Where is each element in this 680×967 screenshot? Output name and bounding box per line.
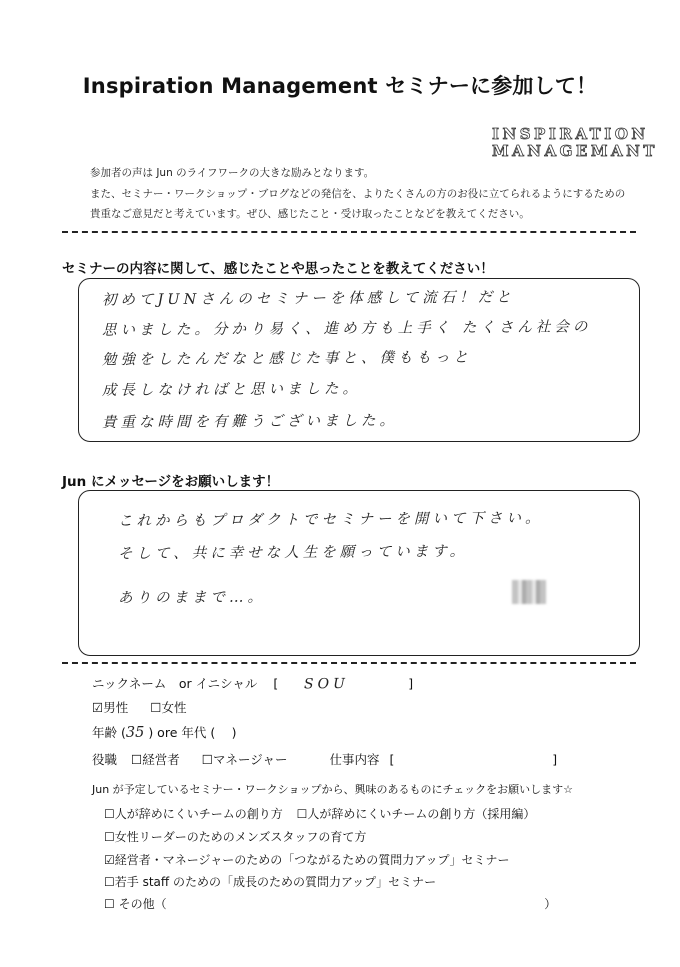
manager-label: マネージャー [212,752,288,767]
seminar-checkbox[interactable]: ☐ [104,830,115,844]
seminar-checkbox[interactable]: ☐ [296,807,308,821]
divider [62,231,636,233]
seminar-label: 人が辞めにくいチームの創り方（採用編） [307,807,536,821]
manager-checkbox[interactable]: ☐ [201,752,213,767]
logo-line-2: MANAGEMANT [492,142,658,160]
answer-line: 成長しなければと思いました。 [101,381,362,399]
answer-line: 思いました。分かり易く、進め方も上手く たくさん社会の [101,319,592,339]
blurred-signature [512,580,546,604]
answer-line: 貴重な時間を有難うございました。 [101,412,399,432]
paren: ( [121,725,126,740]
answer-line: 初めてJUNさんのセミナーを体感して流石！だと [101,289,515,309]
job-label: 仕事内容 [329,752,380,767]
page-title: Inspiration Management セミナーに参加して！ [82,74,598,98]
age-label: 年齢 [92,725,118,740]
answer-line: 勉強をしたんだなと感じた事と、僕ももっと [101,349,473,369]
male-checkbox[interactable]: ☑ [92,700,104,715]
bracket: [ [389,752,395,767]
seminar-row [104,873,436,890]
female-label: 女性 [161,700,187,715]
seminar-label: 経営者・マネージャーのための「つながるための質問力アップ」セミナー [114,853,510,867]
paren: ） [544,897,557,911]
answer-line: ありのままで…。 [117,589,267,607]
nickname-row [92,674,413,692]
seminar-row [104,805,535,822]
logo-line-1: INSPIRATION [492,125,649,143]
seminar-label: 人が辞めにくいチームの創り方 [114,807,283,821]
female-checkbox[interactable]: ☐ [150,700,162,715]
intro-line: 貴重なご意見だと考えています。ぜひ、感じたこと・受け取ったことなどを教えてください。 [90,208,530,220]
question2-heading: Jun にメッセージをお願いします！ [62,474,280,490]
male-label: 男性 [103,700,129,715]
question1-heading: セミナーの内容に関して、感じたことや思ったことを教えてください！ [62,261,494,277]
bracket: ] [552,752,558,767]
bracket: [ [273,676,279,691]
owner-checkbox[interactable]: ☐ [131,752,143,767]
intro-line: また、セミナー・ワークショップ・ブログなどの発信を、よりたくさんの方のお役に立てられるようにするための [90,188,626,200]
answer-line: そして、共に幸せな人生を願っています。 [117,543,469,563]
gender-row [92,698,186,716]
age-group-field[interactable]: ) ore 年代 ( ) [148,725,237,740]
answer-line: これからもプロダクトでセミナーを開いて下さい。 [117,510,544,530]
seminar-label: その他（ [118,897,167,911]
seminar-label: 女性リーダーのためのメンズスタッフの育て方 [114,830,367,844]
bracket: ] [408,676,414,691]
seminar-checkbox[interactable]: ☐ [104,807,115,821]
seminar-checkbox[interactable]: ☑ [104,853,115,867]
seminar-checkbox[interactable]: ☐ [104,875,115,889]
seminar-intro: Jun が予定しているセミナー・ワークショップから、興味のあるものにチェックをお願いします☆ [92,783,573,796]
seminar-row [104,828,366,845]
divider [62,662,636,664]
nickname-field[interactable]: SOU [304,676,350,693]
seminar-row [104,851,509,868]
intro-line: 参加者の声は Jun のライフワークの大きな励みとなります。 [90,167,375,179]
seminar-label: 若手 staff のための「成長のための質問力アップ」セミナー [114,875,437,889]
role-label: 役職 [92,752,118,767]
age-field[interactable]: 35 [125,725,145,741]
seminar-row [104,895,556,912]
inspiration-management-logo [492,126,658,160]
role-row [92,750,557,768]
seminar-checkbox[interactable]: ☐ [104,897,115,911]
nickname-label: ニックネーム or イニシャル [92,676,258,691]
owner-label: 経営者 [142,752,180,767]
age-row [92,723,237,741]
